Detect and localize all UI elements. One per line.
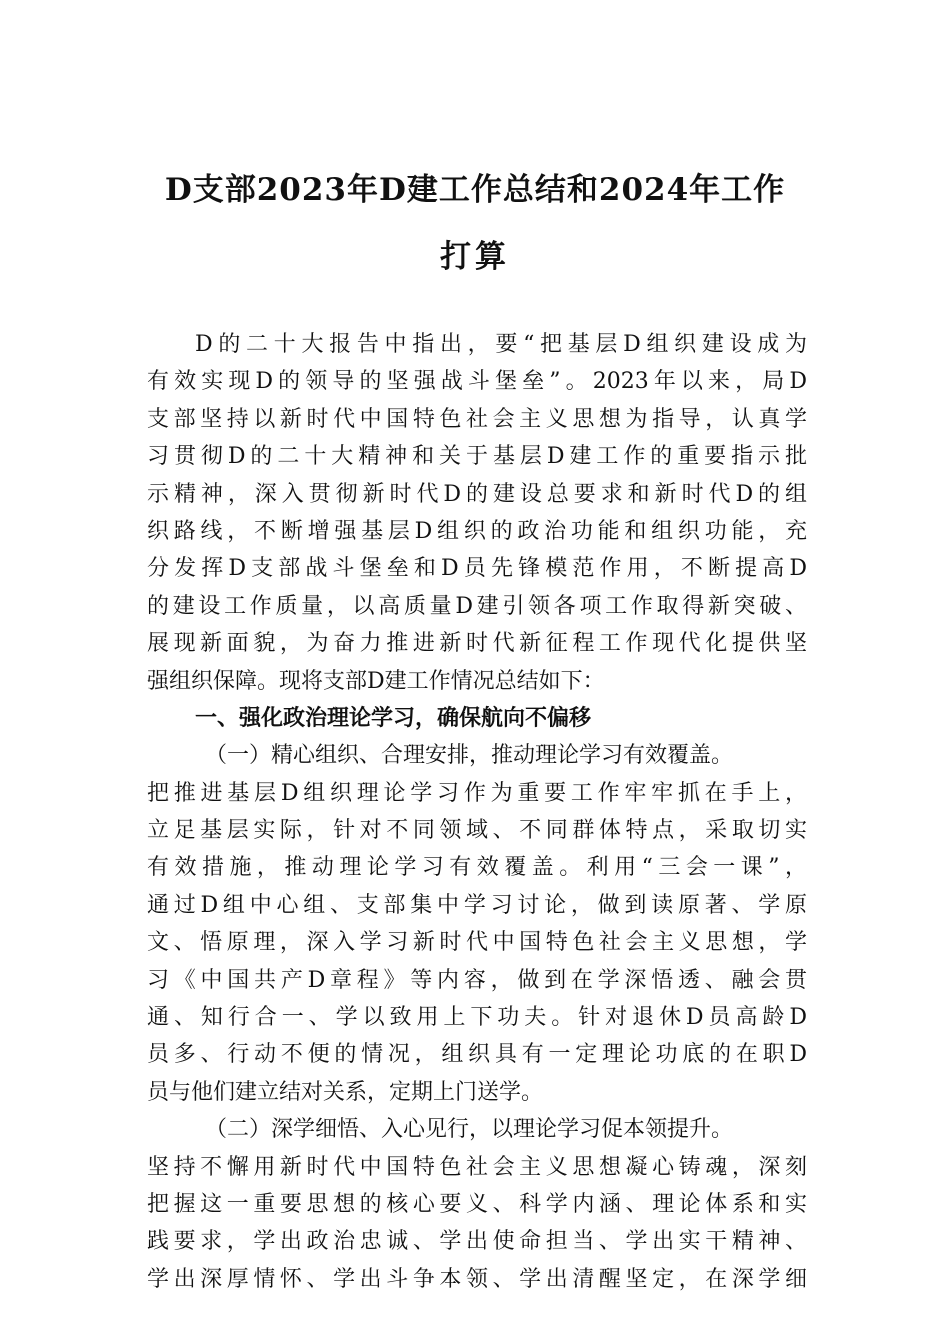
body-line: 文、悟原理，深入学习新时代中国特色社会主义思想，学	[147, 930, 807, 956]
document-title-line-1: D支部2023年D建工作总结和2024年工作	[164, 172, 786, 208]
body-line: 支部坚持以新时代中国特色社会主义思想为指导，认真学	[147, 406, 807, 432]
body-line: 员与他们建立结对关系，定期上门送学。	[147, 1079, 544, 1105]
body-line: 的建设工作质量，以高质量D建引领各项工作取得新突破、	[147, 593, 807, 619]
body-line: 分发挥D支部战斗堡垒和D员先锋模范作用，不断提高D	[147, 556, 807, 582]
body-line: 强组织保障。现将支部D建工作情况总结如下：	[147, 668, 605, 694]
body-line: 立足基层实际，针对不同领域、不同群体特点，采取切实	[147, 818, 807, 844]
subsection-heading: （一）精心组织、合理安排，推动理论学习有效覆盖。	[205, 743, 734, 769]
body-line: 通、知行合一、学以致用上下功夫。针对退休D员高龄D	[147, 1005, 807, 1031]
body-line: 织路线，不断增强基层D组织的政治功能和组织功能，充	[147, 518, 807, 544]
body-line: 把推进基层D组织理论学习作为重要工作牢牢抓在手上，	[147, 780, 807, 806]
body-line: 习贯彻D的二十大精神和关于基层D建工作的重要指示批	[147, 444, 807, 470]
body-line: 坚持不懈用新时代中国特色社会主义思想凝心铸魂，深刻	[147, 1154, 807, 1180]
body-line: 有效措施，推动理论学习有效覆盖。利用“三会一课”，	[147, 855, 807, 881]
document-title-line-2: 打算	[440, 239, 510, 275]
document-body	[147, 326, 807, 1298]
body-line: 习《中国共产D章程》等内容，做到在学深悟透、融会贯	[147, 967, 807, 993]
body-line: 示精神，深入贯彻新时代D的建设总要求和新时代D的组	[147, 481, 807, 507]
body-line: D的二十大报告中指出，要“把基层D组织建设成为	[195, 332, 807, 357]
section-heading: 一、强化政治理论学习，确保航向不偏移	[195, 705, 592, 731]
body-line: 展现新面貌，为奋力推进新时代新征程工作现代化提供坚	[147, 631, 807, 657]
body-line: 有效实现D的领导的坚强战斗堡垒”。2023年以来，局D	[147, 369, 807, 395]
body-line: 通过D组中心组、支部集中学习讨论，做到读原著、学原	[147, 892, 807, 918]
body-line: 践要求，学出政治忠诚、学出使命担当、学出实干精神、	[147, 1229, 807, 1255]
body-line: 学出深厚情怀、学出斗争本领、学出清醒坚定，在深学细	[147, 1266, 807, 1292]
body-line: 把握这一重要思想的核心要义、科学内涵、理论体系和实	[147, 1191, 807, 1217]
subsection-heading: （二）深学细悟、入心见行，以理论学习促本领提升。	[205, 1117, 734, 1143]
body-line: 员多、行动不便的情况，组织具有一定理论功底的在职D	[147, 1042, 807, 1068]
